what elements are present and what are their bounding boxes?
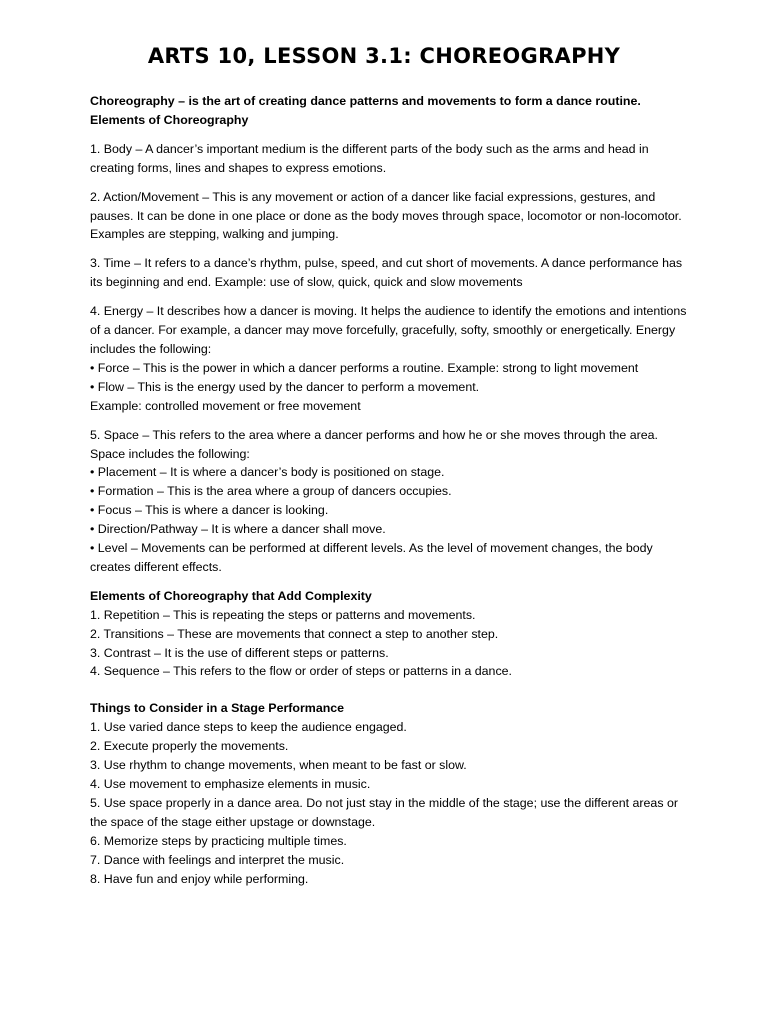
- space-item-formation: • Formation – This is the area where a group of dancers occupies.: [90, 484, 452, 499]
- stage-item: 2. Execute properly the movements.: [90, 739, 289, 754]
- complexity-item: 2. Transitions – These are movements that connect a step to another step.: [90, 626, 499, 641]
- energy-item-flow: • Flow – This is the energy used by the dancer to perform a movement.: [90, 379, 480, 394]
- complexity-item: 4. Sequence – This refers to the flow or order of steps or patterns in a dance.: [90, 664, 512, 679]
- stage-item: 8. Have fun and enjoy while performing.: [90, 871, 309, 886]
- element-body: 1. Body – A dancer’s important medium is the different parts of the body such as the arms and head in creating forms, lines and shapes to express emotions.: [90, 141, 649, 175]
- element-action: 2. Action/Movement – This is any movement or action of a dancer like facial expressions, gestures, and pauses. It can be done in one place or done as the body moves through space, locomotor or non-locomotor. Examples are stepping, walking and jumping.: [90, 189, 682, 242]
- choreography-definition: Choreography – is the art of creating dance patterns and movements to form a dance routine.: [90, 94, 641, 108]
- stage-heading: Things to Consider in a Stage Performance: [90, 701, 345, 716]
- complexity-heading: Elements of Choreography that Add Complexity: [90, 588, 372, 603]
- element-energy: 4. Energy – It describes how a dancer is moving. It helps the audience to identify the emotions and intentions of a dancer. For example, a dancer may move forcefully, gracefully, softy, smoothly or energetically. Energy includes the following:: [90, 304, 687, 356]
- stage-item: 5. Use space properly in a dance area. Do not just stay in the middle of the stage; use the different areas or the space of the stage either upstage or downstage.: [90, 795, 678, 829]
- document-body: [90, 92, 690, 888]
- element-space: 5. Space – This refers to the area where a dancer performs and how he or she moves through the area. Space includes the following:: [90, 427, 658, 461]
- stage-item: 7. Dance with feelings and interpret the music.: [90, 852, 345, 867]
- space-item-level: • Level – Movements can be performed at different levels. As the level of movement changes, the body creates different effects.: [90, 541, 653, 574]
- complexity-item: 1. Repetition – This is repeating the steps or patterns and movements.: [90, 607, 476, 622]
- complexity-item: 3. Contrast – It is the use of different steps or patterns.: [90, 645, 389, 660]
- energy-example: Example: controlled movement or free movement: [90, 398, 361, 413]
- element-time: 3. Time – It refers to a dance’s rhythm, pulse, speed, and cut short of movements. A dance performance has its beginning and end. Example: use of slow, quick, quick and slow movements: [90, 256, 683, 290]
- stage-item: 4. Use movement to emphasize elements in music.: [90, 777, 371, 791]
- space-item-direction: • Direction/Pathway – It is where a dancer shall move.: [90, 522, 386, 537]
- energy-item-force: • Force – This is the power in which a dancer performs a routine. Example: strong to light movement: [90, 360, 639, 375]
- stage-item: 1. Use varied dance steps to keep the audience engaged.: [90, 720, 407, 735]
- page-title: ARTS 10, LESSON 3.1: CHOREOGRAPHY: [147, 44, 621, 68]
- stage-item: 3. Use rhythm to change movements, when meant to be fast or slow.: [90, 758, 467, 773]
- stage-item: 6. Memorize steps by practicing multiple times.: [90, 833, 347, 848]
- elements-heading: Elements of Choreography: [90, 112, 249, 127]
- space-item-focus: • Focus – This is where a dancer is looking.: [90, 503, 329, 518]
- space-item-placement: • Placement – It is where a dancer’s body is positioned on stage.: [90, 465, 445, 480]
